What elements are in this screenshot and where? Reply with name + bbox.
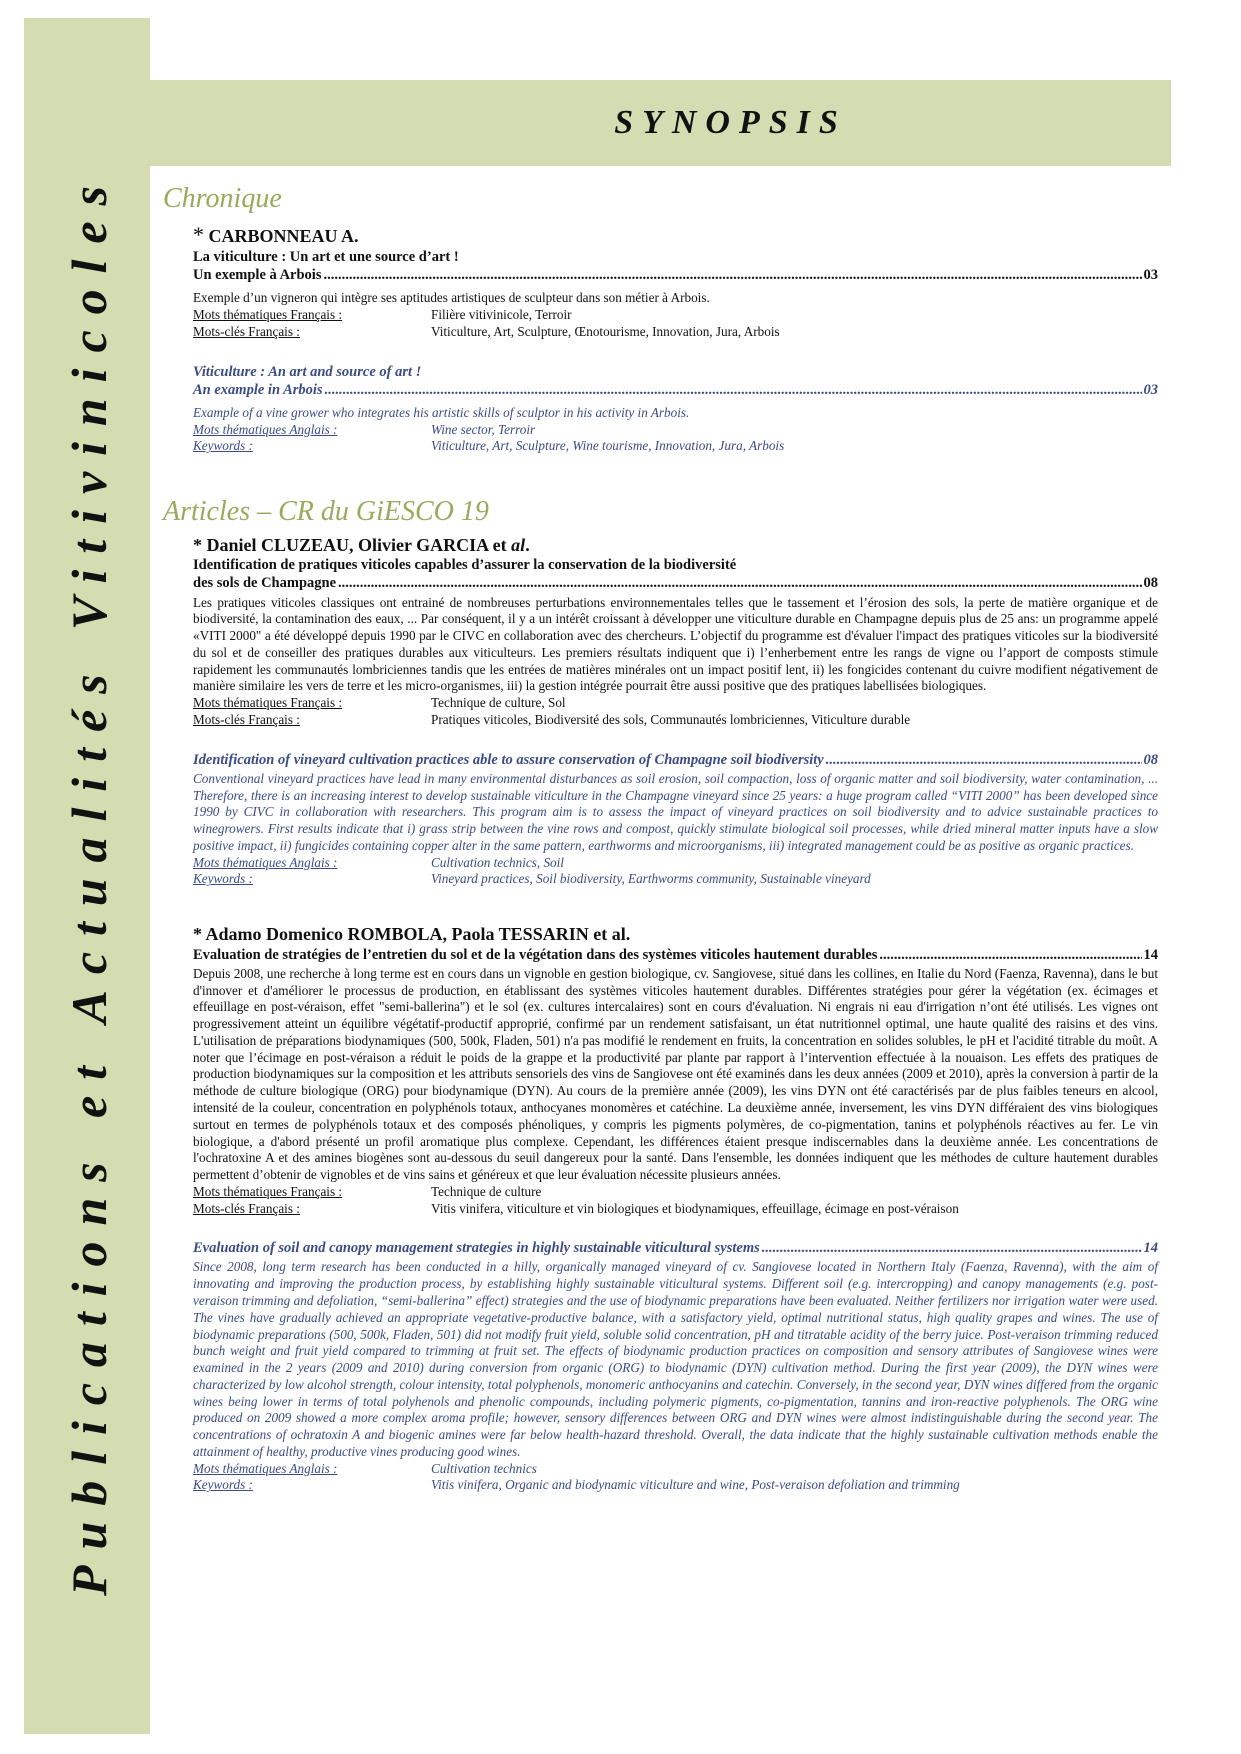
keywords-row: Keywords : Vineyard practices, Soil biodiversity, Earthworms community, Sustainable vineyard <box>193 871 871 887</box>
entry-chronique <box>193 222 1158 455</box>
keywords-row: Mots-clés Français : Pratiques viticoles, Biodiversité des sols, Communautés lombriciennes, Viticulture durable <box>193 711 911 727</box>
header-band <box>150 80 1171 166</box>
abstract-en: Conventional vineyard practices have lead in many environmental disturbances as soil erosion, soil compaction, loss of organic matter and soil biodiversity, water contamination, ... Therefore, there is an increasing interest to develop sustainable viticulture in the Champagne vineyard since 25 years: a huge program called “VITI 2000” has been developed since 1990 by CIVC in collaboration with researchers. This program aim is to assess the impact of vineyard practices on soil biodiversity and to advice sustainable practices to winegrowers. First results indicate that i) grass strip between the vine rows and compost, quickly stimulate biological soil processes, while dried mineral matter inputs have a slow positive impact, ii) fungicides containing copper alter in the same pattern, earthworms and microorganisms, iii) integrated management could be as positive as organic practices. <box>193 770 1158 853</box>
page-number: 14 <box>1143 946 1158 963</box>
entry-title-en: Identification of vineyard cultivation practices able to assure conservation of Champagne soil biodiversity ..... 08 <box>193 751 1158 769</box>
abstract-fr: Les pratiques viticoles classiques ont entrainé de nombreuses perturbations environnementales telles que le tassement et l’érosion des sols, la perte de matière organique et de biodiversité, la contamination des eaux, ... Par conséquent, il y a un intérêt croissant à développer une viticulture durable en Champagne depuis plus de 25 ans: un programme appelé «VITI 2000" a été développé depuis 1990 par le CIVC en collaboration avec des chercheurs. L’objectif du programme est d'évaluer l'impact des pratiques viticoles sur la biodiversité du sol et de conseiller des pratiques durables aux viticulteurs. Les premiers résultats indiquent que i) l’enherbement entre les rangs de vigne ou l’apport de composts stimule rapidement les communautés lombriciennes tandis que les entrées de matières minérales ont un impact positif lent, ii) les fongicides contenant du cuivre modifient négativement de manière similaire les vers de terre et les micro-organismes, iii) la gestion intégrée pourrait être aussi positive que des pratiques labellisées biologiques. <box>193 594 1158 694</box>
keywords-row: Keywords : Vitis vinifera, Organic and biodynamic viticulture and wine, Post-veraison defoliation and trimming <box>193 1477 960 1493</box>
entry-article-1 <box>193 535 1158 888</box>
abstract-fr: Depuis 2008, une recherche à long terme est en cours dans un vignoble en gestion biologique, cv. Sangiovese, situé dans les collines, en Italie du Nord (Faenza, Ravenna), dans le but d'innover et d'améliorer le processus de production, en établissant des systèmes viticoles hautement durables. Différentes stratégies pour gérer la végétation (ex. écimages et effeuillage en post-véraison, effet "semi-ballerina") et le sol (ex. cultures intercalaires) sont en cours d'évaluation. Ni engrais ni eau d'irrigation n’ont été utilisés. Les vignes ont progressivement atteint un équilibre végétatif-productif approprié, confirmé par un rendement satisfaisant, un état nutritionnel optimal, une haute qualité des raisins et des vins. L'utilisation de préparations biodynamiques (500, 500k, Fladen, 501) n'a pas modifié le rendement en fruits, la concentration en solides solubles, le pH et l'acidité titrable du moût. A noter que l’écimage en post-véraison a réduit le poids de la grappe et la productivité par plante par rapport à l’intervention effectuée à la nouaison. Les effets des pratiques de production biodynamiques sur la composition et les attributs sensoriels des vins de Sangiovese ont été examinés dans les deux années (2009 et 2010), après la conversion à partir de la méthode de culture biologique (ORG) pour biodynamique (DYN). Au cours de la première année (2009), les vins DYN ont été caractérisés par de plus faibles teneurs en alcool, intensité de la couleur, concentration en polyphénols totaux, anthocyanes monomères et catéchine. La deuxième année, inversement, les vins DYN différaient des vins biologiques surtout en termes de polyphénols totaux et des composés phénoliques, y compris les pigments polymères, de co-pigmentation, tanins et polyphénols réactives au fer. Le vin biologique, a d'abord présenté un profil aromatique plus complexe. Cependant, les différences étaient presque indiscernables dans la deuxième année. Les concentrations de l'ochratoxine A et des amines biogènes sont au-dessous du seuil dangereux pour la santé. Dans l'ensemble, les données indiquent que les méthodes de culture hautement durables permettent d’obtenir de vignobles et de vins sains et généreux et que leur évaluation nécessite plusieurs années. <box>193 965 1158 1183</box>
page-number: 14 <box>1143 1240 1158 1257</box>
keywords-row: Mots thématiques Français : Filière vitivinicole, Terroir <box>193 307 572 322</box>
synopsis-content <box>163 182 1163 1494</box>
keywords-row: Mots thématiques Anglais : Wine sector, Terroir <box>193 421 536 437</box>
abstract-fr: Exemple d’un vigneron qui intègre ses aptitudes artistiques de sculpteur dans son métier à Arbois. <box>193 290 710 306</box>
abstract-en: Example of a vine grower who integrates his artistic skills of sculptor in his activity in Arbois. <box>193 404 690 420</box>
keywords-row: Mots thématiques Français : Technique de culture <box>193 1183 542 1199</box>
page-number: 08 <box>1143 575 1158 592</box>
entry-title-fr-line2: des sols de Champagne ..... 08 <box>193 574 1158 592</box>
keywords-row: Keywords : Viticulture, Art, Sculpture, Wine tourisme, Innovation, Jura, Arbois <box>193 438 785 454</box>
entry-en-block <box>193 1239 1158 1494</box>
entry-article-2 <box>193 924 1158 1494</box>
keywords-row: Mots thématiques Français : Technique de culture, Sol <box>193 695 566 711</box>
sidebar-title-text: Publications et Actualités Vitivinicoles <box>61 185 117 1596</box>
entry-title-en: Evaluation of soil and canopy management strategies in highly sustainable viticultural systems ..... 14 <box>193 1239 1158 1257</box>
page-number: 08 <box>1143 751 1158 768</box>
page-title: SYNOPSIS <box>614 104 847 141</box>
entry-title-fr-line1: La viticulture : Un art et une source d’art ! <box>193 248 459 265</box>
entry-authors: * CARBONNEAU A. <box>193 221 359 247</box>
bullet-star: * <box>193 221 204 247</box>
abstract-en: Since 2008, long term research has been conducted in a hilly, organically managed vineyard of cv. Sangiovese located in Northern Italy (Faenza, Ravenna), with the aim of innovating and improving the production process, by establishing highly sustainable viticultural systems. Different soil (e.g. intercropping) and canopy managements (e.g. post-veraison trimming and defoliation, “semi-ballerina” effect) strategies and the use of biodynamic preparations have been evaluated. Neither fertilizers nor irrigation water were used. The vines have gradually achieved an appropriate vegetative-productive balance, with a satisfactory yield, optimal nutritional status, high quality grapes and wines. The use of biodynamic preparations (500, 500k, Fladen, 501) did not modify fruit yield, soluble solid concentration, pH and titratable acidity of the berry juice. Post-veraison trimming reduced bunch weight and fruit yield compared to trimming at fruit set. The effects of biodynamic production practices on composition and sensory attributes of Sangiovese wines were examined in the 2 years (2009 and 2010) during conversion from organic (ORG) to biodynamic (DYN) cultivation method. During the first year (2009), the DYN wines were characterized by low alcohol strength, colour intensity, total polyphenols, monomeric anthocyanins and catechin. Conversely, in the second year, DYN wines differed from the organic wines being lower in terms of total polyhenols and phenolic compounds, including polymeric pigments, co-pigmentation, tannins and iron-reactive polyphenols. The ORG wine produced on 2009 showed a more complex aroma profile; however, sensory differences between ORG and DYN wines were almost indistinguishable during the second year. The concentrations of ochratoxin A and biogenic amines were far below health-hazard threshold. Overall, the data indicate that the highly sustainable cultivation methods enable the attainment of healthy, productive vines producing good wines. <box>193 1259 1158 1459</box>
sidebar-title <box>24 18 150 1734</box>
keywords-row: Mots-clés Français : Viticulture, Art, Sculpture, Œnotourisme, Innovation, Jura, Arbois <box>193 323 780 339</box>
page-number: 03 <box>1143 381 1158 398</box>
entry-title-fr-line2: Un exemple à Arbois ..... 03 <box>193 266 1158 284</box>
entry-title-fr-line1: Identification de pratiques viticoles capables d’assurer la conservation de la biodiversité <box>193 557 737 574</box>
keywords-row: Mots thématiques Anglais : Cultivation technics <box>193 1460 537 1476</box>
section-title-chronique: Chronique <box>163 183 282 214</box>
entry-authors: * Daniel CLUZEAU, Olivier GARCIA et al. <box>193 534 530 555</box>
entry-title-fr: Evaluation de stratégies de l’entretien du sol et de la végétation dans des systèmes viticoles hautement durables ..... 14 <box>193 946 1158 964</box>
entry-en-block <box>193 751 1158 888</box>
entry-title-en-line2: An example in Arbois ..... 03 <box>193 381 1158 399</box>
entry-en-block <box>193 363 1158 456</box>
page-number: 03 <box>1143 267 1158 284</box>
section-title-articles: Articles – CR du GiESCO 19 <box>163 496 489 528</box>
keywords-row: Mots-clés Français : Vitis vinifera, viticulture et vin biologiques et biodynamiques, effeuillage, écimage en post-véraison <box>193 1200 959 1216</box>
keywords-row: Mots thématiques Anglais : Cultivation technics, Soil <box>193 854 564 870</box>
entry-authors: * Adamo Domenico ROMBOLA, Paola TESSARIN et al. <box>193 924 631 945</box>
entry-title-en-line1: Viticulture : An art and source of art ! <box>193 363 422 380</box>
